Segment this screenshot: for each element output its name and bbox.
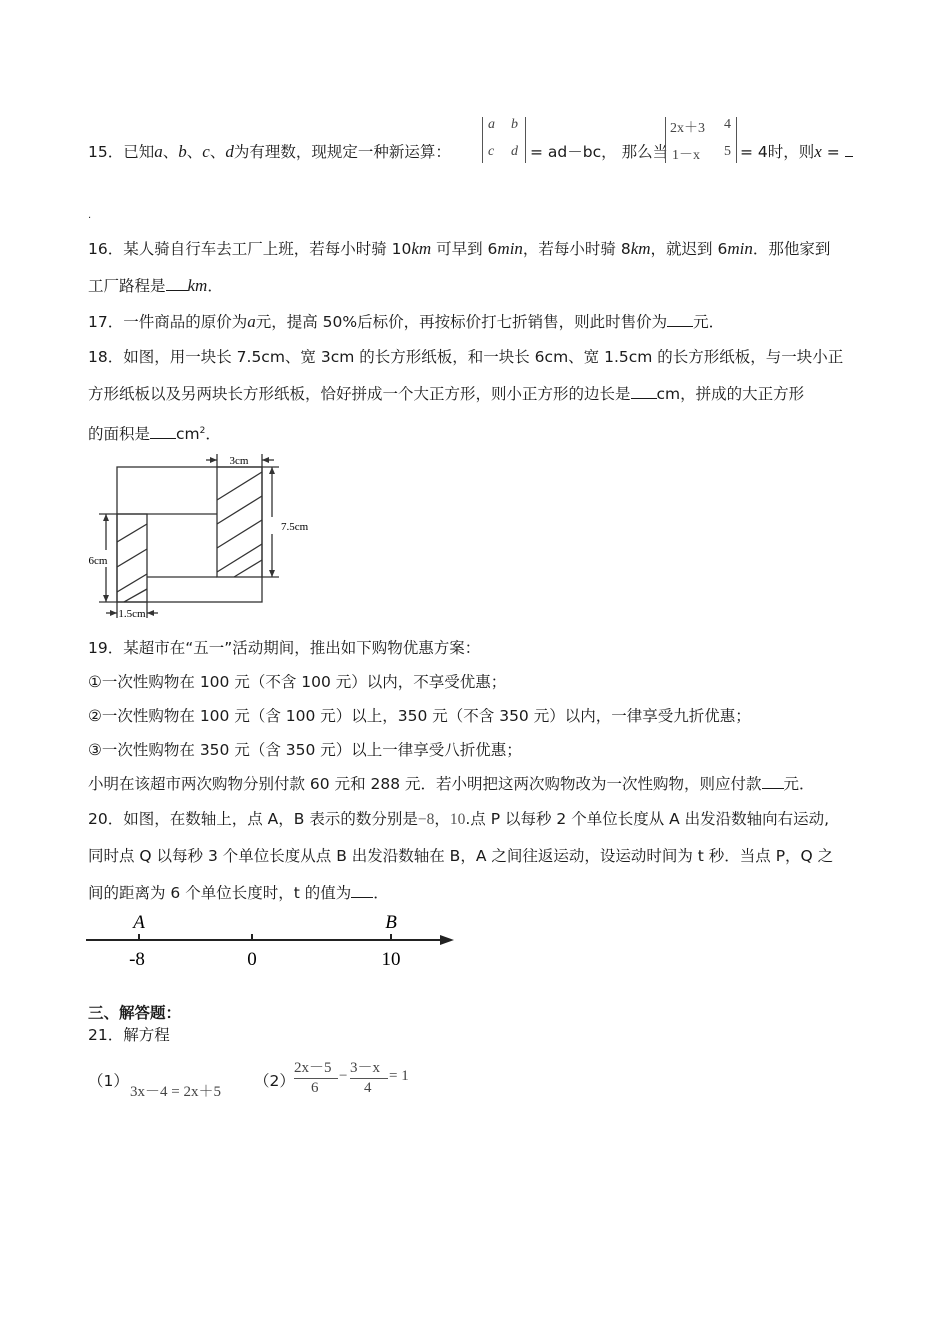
label-3cm: 3cm: [229, 455, 249, 467]
q20-line3: 间的距离为 6 个单位长度时，t 的值为 ．: [88, 884, 389, 902]
point-a-label: A: [133, 912, 145, 933]
label-1.5cm: 1.5cm: [118, 608, 146, 620]
q15-number: 15．: [88, 143, 124, 161]
q20-line1: 20．如图，在数轴上，点 A，B 表示的数分别是−8，10.点 P 以每秒 2 个单位长度从 A 出发沿数轴向右运动,: [88, 810, 830, 828]
q16-line2: 工厂路程是 km．: [88, 276, 223, 295]
q18-line1: 18．如图，用一块长 7.5cm、宽 3cm 的长方形纸板，和一块长 6cm、宽 1.5cm 的长方形纸板，与一块小正: [88, 348, 844, 366]
tick-label: -8: [129, 949, 145, 970]
q15-line-end: = 4时，则x =: [740, 141, 853, 163]
q19-line3: ②一次性购物在 100 元（含 100 元）以上，350 元（不含 350 元）以内，一律享受九折优惠；: [88, 707, 751, 725]
q18-line2: 方形纸板以及另两块长方形纸板，恰好拼成一个大正方形，则小正方形的边长是 cm，拼成的大正方形: [88, 385, 805, 403]
q21-part2-label: （2）: [254, 1072, 295, 1090]
tick-label: 10: [381, 949, 401, 970]
answer-blank: [631, 384, 657, 399]
q19-line4: ③一次性购物在 350 元（含 350 元）以上一律享受八折优惠；: [88, 741, 522, 759]
q21-part1-label: （1）: [88, 1072, 129, 1090]
q16-line1: 16．某人骑自行车去工厂上班，若每小时骑 10km 可早到 6min，若每小时骑 8km，就迟到 6min．那他家到: [88, 239, 831, 258]
answer-blank: [150, 424, 176, 439]
label-7.5cm: 7.5cm: [281, 521, 309, 533]
q15-line: 15．已知a、b、c、d为有理数，现规定一种新运算：: [88, 142, 451, 161]
number-line: [84, 908, 464, 973]
q21-title: 21．解方程: [88, 1026, 170, 1044]
square-puzzle-figure: [84, 452, 309, 622]
equation-1: 3x－4 = 2x＋5: [130, 1084, 221, 1100]
q19-line1: 19．某超市在“五一”活动期间，推出如下购物优惠方案：: [88, 639, 481, 657]
answer-blank: [845, 142, 853, 157]
q19-line2: ①一次性购物在 100 元（不含 100 元）以内，不享受优惠；: [88, 673, 507, 691]
rect-7.5x3: [217, 467, 262, 577]
answer-blank: [166, 276, 188, 291]
answer-blank: [762, 774, 784, 789]
q17-line: 17．一件商品的原价为a元，提高 50%后标价，再按标价打七折销售，则此时售价为 元．: [88, 312, 725, 331]
label-6cm: 6cm: [88, 555, 108, 567]
section-heading: 三、解答题：: [88, 1004, 182, 1022]
q18-line3: 的面积是 $cm^2$．: [88, 425, 221, 444]
answer-blank: [351, 883, 373, 898]
big-square: [117, 467, 262, 602]
q20-line2: 同时点 Q 以每秒 3 个单位长度从点 B 出发沿数轴在 B，A 之间往返运动，设运动时间为 t 秒．当点 P，Q 之: [88, 847, 834, 865]
q19-line5: 小明在该超市两次购物分别付款 60 元和 288 元．若小明把这两次购物改为一次性购物，则应付款 元．: [88, 775, 815, 793]
tick-label: 0: [247, 949, 257, 970]
answer-blank: [667, 312, 693, 327]
point-b-label: B: [385, 912, 397, 933]
q15-dot: .: [88, 210, 92, 221]
q15-line-tail: = ad－bc， 那么当: [530, 143, 669, 161]
